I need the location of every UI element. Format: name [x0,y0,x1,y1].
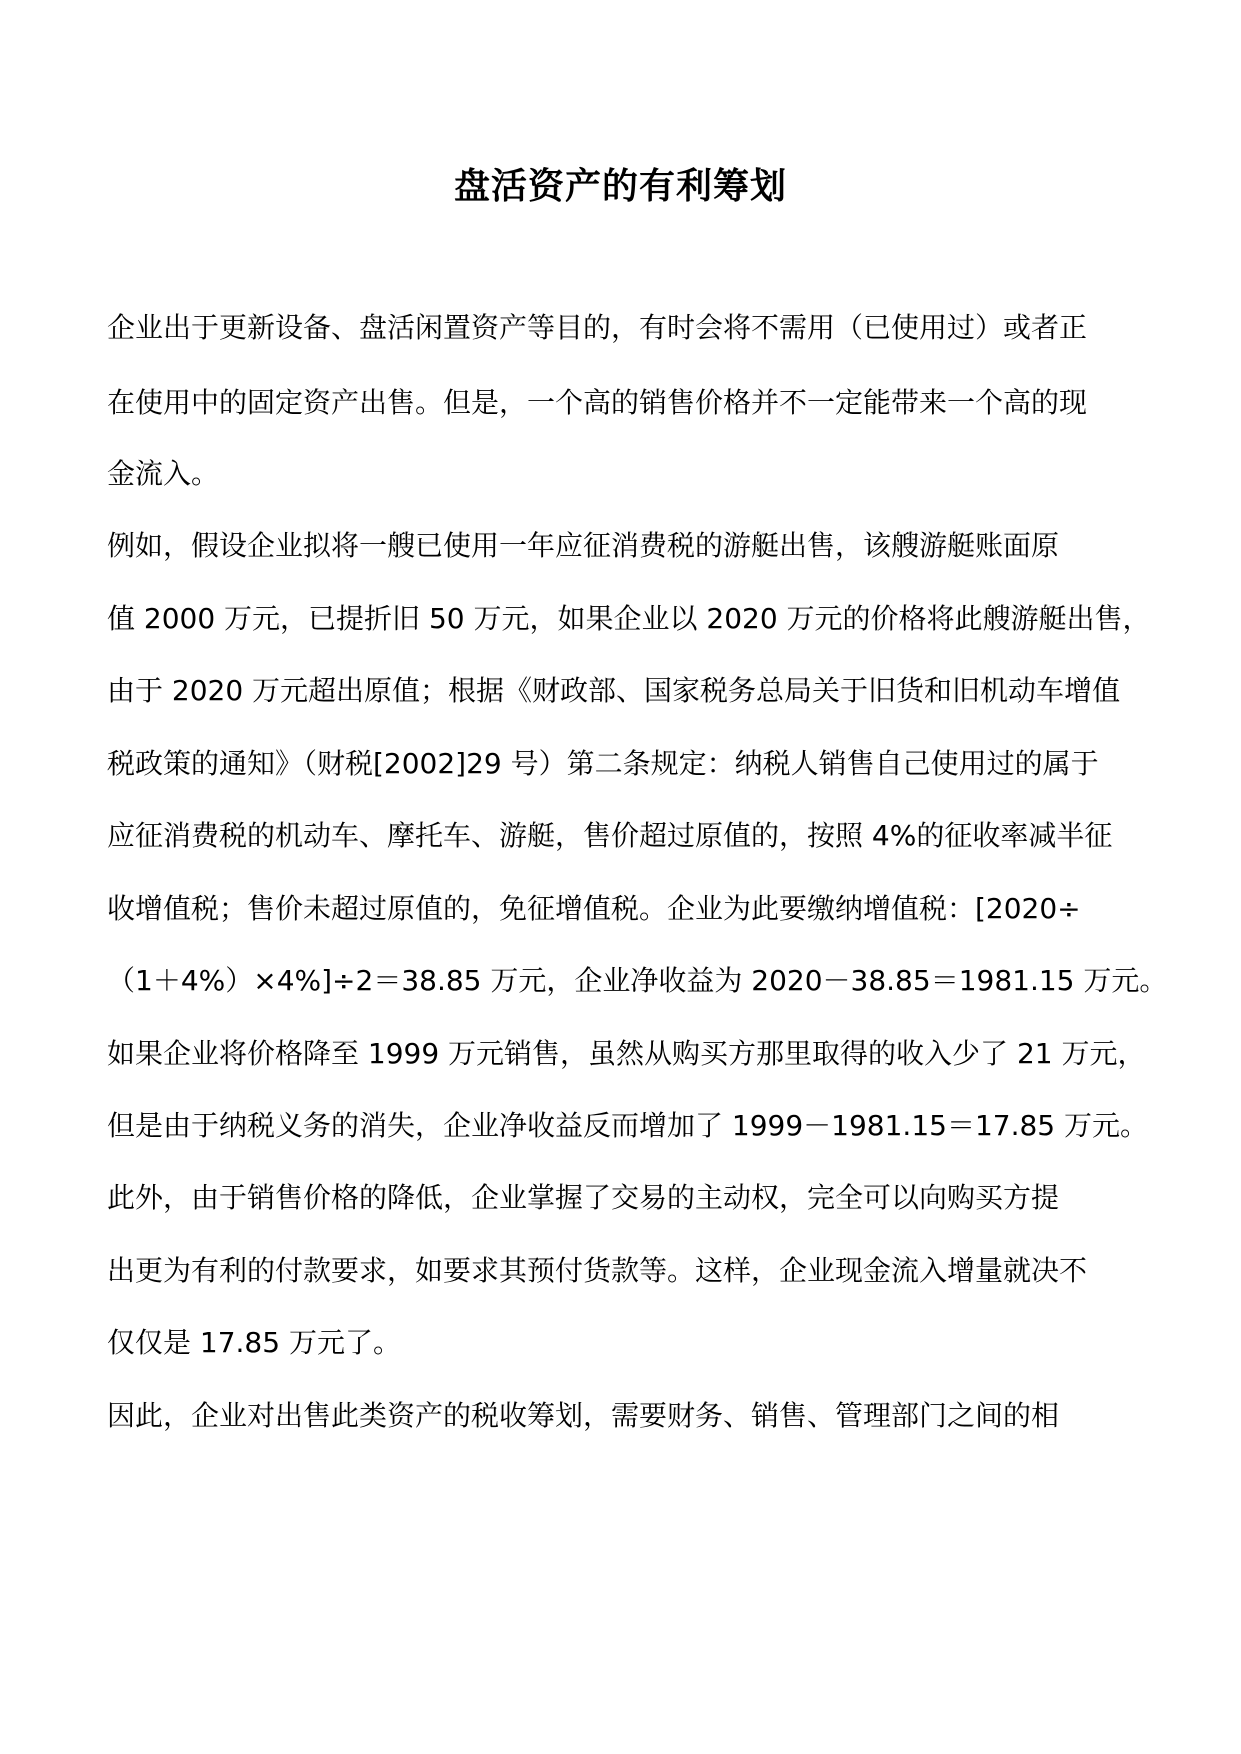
text-line: 此外，由于销售价格的降低，企业掌握了交易的主动权，完全可以向购买方提 [107,1181,1060,1214]
text-line: 在使用中的固定资产出售。但是，一个高的销售价格并不一定能带来一个高的现 [107,386,1088,419]
text-line: 因此，企业对出售此类资产的税收筹划，需要财务、销售、管理部门之间的相 [107,1399,1060,1432]
text-line: 但是由于纳税义务的消失，企业净收益反而增加了 1999－1981.15＝17.85 万元。 [107,1109,1149,1142]
text-line: 企业出于更新设备、盘活闲置资产等目的，有时会将不需用（已使用过）或者正 [107,311,1088,344]
text-line: 金流入。 [107,457,220,490]
text-line: 出更为有利的付款要求，如要求其预付货款等。这样，企业现金流入增量就决不 [107,1254,1088,1287]
text-line: 由于 2020 万元超出原值；根据《财政部、国家税务总局关于旧货和旧机动车增值 [107,674,1121,707]
text-line: 收增值税；售价未超过原值的，免征增值税。企业为此要缴纳增值税：[2020÷ [107,892,1081,925]
text-line: 仅仅是 17.85 万元了。 [107,1326,401,1359]
text-line: 如果企业将价格降至 1999 万元销售，虽然从购买方那里取得的收入少了 21 万元， [107,1037,1146,1070]
text-line: 例如，假设企业拟将一艘已使用一年应征消费税的游艇出售，该艘游艇账面原 [107,529,1060,562]
document-title: 盘活资产的有利筹划 [453,165,787,207]
text-line: （1＋4%）×4%]÷2＝38.85 万元，企业净收益为 2020－38.85＝1981.15 万元。 [107,964,1168,997]
text-line: 应征消费税的机动车、摩托车、游艇，售价超过原值的，按照 4%的征收率减半征 [107,819,1113,852]
text-line: 税政策的通知》（财税[2002]29 号）第二条规定：纳税人销售自己使用过的属于 [107,747,1099,780]
text-line: 值 2000 万元，已提折旧 50 万元，如果企业以 2020 万元的价格将此艘游艇出售， [107,602,1151,635]
